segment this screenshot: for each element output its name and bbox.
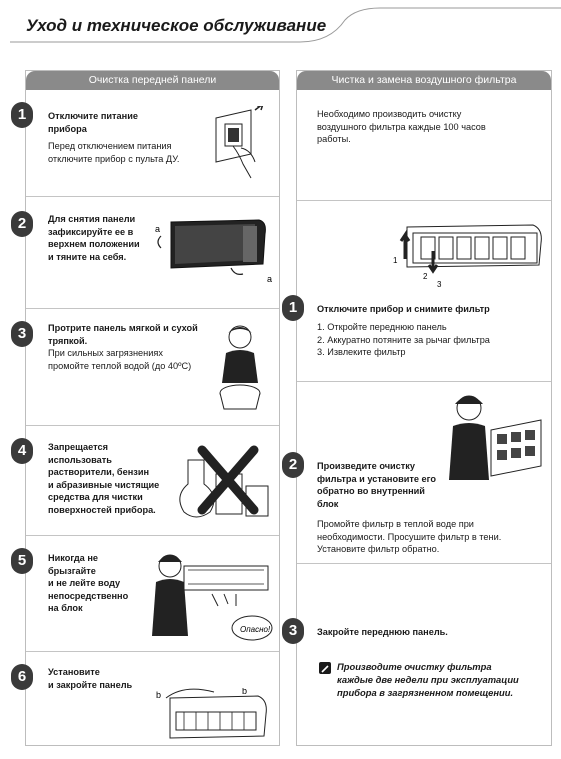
left-step-2 bbox=[17, 196, 279, 308]
filter-cleaning-illustration bbox=[441, 390, 545, 486]
step-text: 1. Откройте переднюю панель 2. Аккуратно потяните за рычаг фильтра 3. Извлеките фильтр bbox=[317, 322, 490, 357]
right-intro bbox=[297, 90, 551, 200]
left-step-1 bbox=[17, 90, 279, 196]
step-text: Промойте фильтр в теплой воде при необходимости. Просушите фильтр в тени. Установите фильтр обратно. bbox=[317, 519, 502, 554]
left-step-4 bbox=[17, 425, 279, 535]
step-title: Для снятия панели зафиксируйте ее в верхнем положении и тяните на себя. bbox=[48, 214, 140, 262]
step-title: Отключите прибор и снимите фильтр bbox=[317, 304, 490, 314]
right-step-3 bbox=[288, 563, 551, 747]
step-text: Перед отключением питания отключите прибор с пульта ДУ. bbox=[48, 141, 180, 164]
left-step-5 bbox=[17, 535, 279, 651]
step-title: Закройте переднюю панель. bbox=[317, 627, 448, 637]
step-title: Установите и закройте панель bbox=[48, 667, 133, 690]
step-badge: 3 bbox=[11, 321, 33, 347]
label-b-left: b bbox=[156, 690, 162, 700]
indoor-unit-closing-illustration bbox=[154, 688, 272, 746]
chemicals-prohibited-illustration bbox=[174, 440, 274, 524]
step-title: Никогда не брызгайте и не лейте воду непосредственно на блок bbox=[48, 553, 129, 613]
label-a-bottom: a bbox=[267, 274, 273, 284]
diagram-label-3: 3 bbox=[437, 280, 442, 289]
step-badge: 4 bbox=[11, 438, 33, 464]
front-panel-header: Очистка передней панели bbox=[26, 71, 279, 90]
step-title: Произведите очистку фильтра и установите его обратно во внутренний блок bbox=[317, 461, 436, 509]
intro-text: Необходимо производить очистку воздушного фильтра каждые 100 часов работы. bbox=[317, 109, 486, 144]
step-text: При сильных загрязнениях промойте теплой водой (до 40ºC) bbox=[48, 348, 192, 371]
step-title: Отключите питание прибора bbox=[48, 111, 138, 134]
right-step-2 bbox=[288, 381, 551, 563]
indoor-unit-illustration bbox=[151, 212, 279, 294]
step-title: Протрите панель мягкой и сухой тряпкой. bbox=[48, 323, 198, 346]
step-badge: 2 bbox=[11, 211, 33, 237]
left-step-6 bbox=[17, 651, 279, 747]
person-wiping-illustration bbox=[214, 323, 266, 415]
note-pencil-icon bbox=[319, 662, 331, 674]
diagram-label-2: 2 bbox=[423, 272, 428, 281]
step-badge: 6 bbox=[11, 664, 33, 690]
label-a-top: a bbox=[155, 224, 161, 234]
step-badge: 5 bbox=[11, 548, 33, 574]
step-badge: 1 bbox=[282, 295, 304, 321]
page-title: Уход и техническое обслуживание bbox=[26, 16, 327, 35]
step-badge: 1 bbox=[11, 102, 33, 128]
right-step-1 bbox=[288, 200, 551, 381]
label-b-right: b bbox=[242, 688, 248, 696]
maintenance-note: Производите очистку фильтра каждые две недели при эксплуатации прибора в загрязненном помещении. bbox=[337, 661, 519, 698]
diagram-label-1: 1 bbox=[393, 256, 398, 265]
step-badge: 2 bbox=[282, 452, 304, 478]
air-filter-section bbox=[288, 70, 552, 746]
front-panel-cleaning-section bbox=[17, 70, 280, 746]
step-badge: 3 bbox=[282, 618, 304, 644]
danger-bubble: Опасно! bbox=[240, 625, 271, 634]
power-switch-illustration bbox=[211, 106, 271, 181]
left-step-3 bbox=[17, 308, 279, 425]
step-title: Запрещается использовать растворители, бензин и абразивные чистящие средства для чистки поверхностей прибора. bbox=[48, 442, 160, 515]
person-spraying-illustration bbox=[144, 546, 274, 646]
filter-removal-illustration bbox=[393, 219, 543, 289]
air-filter-header: Чистка и замена воздушного фильтра bbox=[297, 71, 551, 90]
